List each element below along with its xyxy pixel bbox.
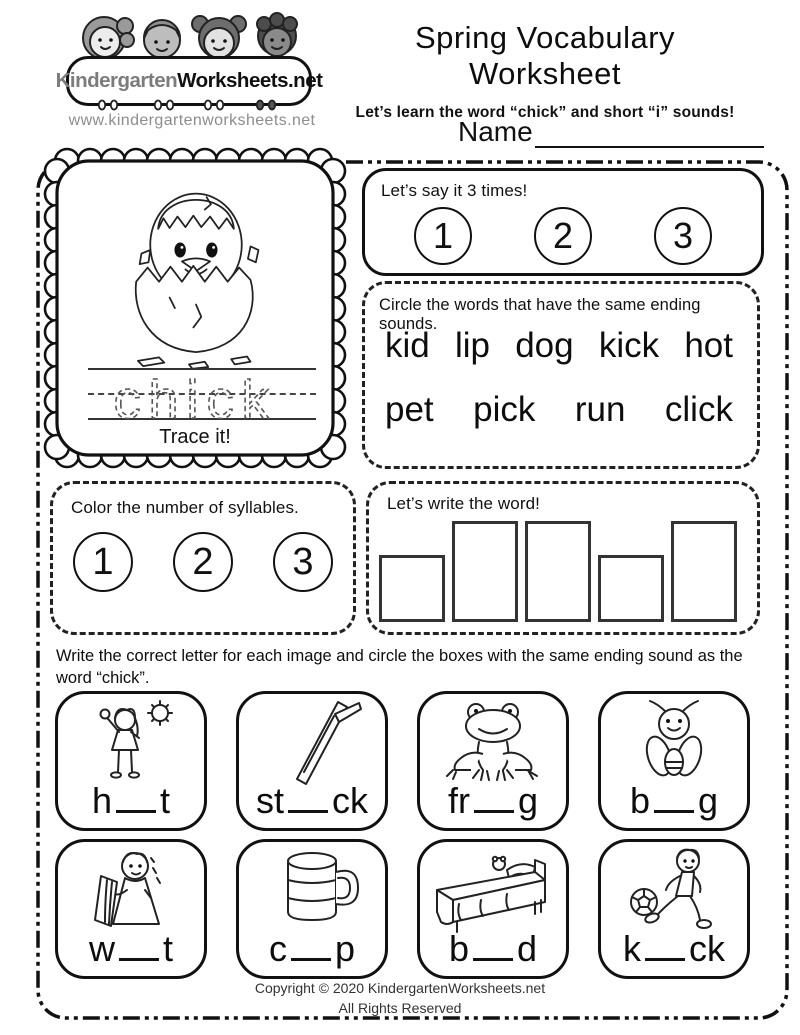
word-option-lip[interactable]: lip [454, 326, 490, 365]
letter-box[interactable] [452, 521, 518, 622]
syllables-title: Color the number of syllables. [71, 498, 299, 517]
write-letter-boxes [379, 521, 737, 622]
word-prefix: st [255, 780, 284, 821]
word-suffix: ck [689, 928, 725, 969]
card-bed[interactable] [417, 839, 569, 979]
trace-word-text: chick [113, 370, 277, 424]
syllable-circle-3[interactable] [273, 532, 333, 592]
card-word [58, 767, 204, 822]
word-suffix: ck [332, 780, 368, 821]
letter-blank[interactable] [288, 767, 328, 813]
word-suffix: t [162, 928, 173, 969]
word-prefix: c [268, 928, 287, 969]
say-count-circles [365, 207, 761, 265]
say-circle-3[interactable] [654, 207, 712, 265]
letter-blank[interactable] [291, 915, 331, 961]
say-circle-1[interactable] [414, 207, 472, 265]
name-label: Name [458, 116, 533, 147]
letter-blank[interactable] [474, 767, 514, 813]
copyright-footer [0, 978, 800, 1019]
syllable-circle-2[interactable] [173, 532, 233, 592]
card-word [420, 767, 566, 822]
trace-activity-box [40, 146, 350, 472]
syllable-number-1: 1 [92, 540, 114, 583]
card-wet[interactable] [55, 839, 207, 979]
word-option-pet[interactable]: pet [385, 390, 434, 429]
word-suffix: g [698, 780, 719, 821]
card-word [239, 915, 385, 970]
word-prefix: fr [447, 780, 470, 821]
syllable-number-2: 2 [192, 540, 214, 583]
word-suffix: p [334, 928, 356, 969]
letter-blank[interactable] [116, 767, 156, 813]
word-option-pick[interactable]: pick [473, 390, 536, 429]
syllable-circle-1[interactable] [73, 532, 133, 592]
write-word-box [366, 481, 760, 635]
page-title: Spring Vocabulary Worksheet [414, 20, 676, 91]
card-word [420, 915, 566, 970]
page-subtitle: Let’s learn the word “chick” and short “i” sounds! [355, 104, 735, 121]
word-row-2 [385, 390, 733, 430]
card-word [601, 767, 747, 822]
letter-box[interactable] [525, 521, 591, 622]
word-prefix: h [91, 780, 112, 821]
card-word [601, 915, 747, 970]
word-prefix: b [448, 928, 469, 969]
word-option-dog[interactable]: dog [515, 326, 574, 365]
word-suffix: d [517, 928, 538, 969]
word-row-1 [385, 326, 733, 366]
word-option-click[interactable]: click [664, 390, 733, 429]
letter-box[interactable] [671, 521, 737, 622]
bottom-instruction: Write the correct letter for each image and circle the boxes with the same ending sound as the word “chick”. [56, 647, 743, 688]
card-cup[interactable] [236, 839, 388, 979]
circle-words-box [362, 281, 760, 469]
letter-blank[interactable] [119, 915, 159, 961]
trace-word-area[interactable] [70, 344, 320, 424]
card-word [239, 767, 385, 822]
word-suffix: t [160, 780, 171, 821]
say-box-title: Let’s say it 3 times! [381, 181, 528, 200]
logo-brand-part1: Kindergarten [55, 69, 178, 92]
word-option-hot[interactable]: hot [684, 326, 733, 365]
card-stick[interactable] [236, 691, 388, 831]
card-frog[interactable] [417, 691, 569, 831]
word-option-kid[interactable]: kid [385, 326, 430, 365]
say-number-1: 1 [432, 215, 454, 256]
syllable-circles [53, 532, 353, 592]
card-hot[interactable] [55, 691, 207, 831]
copyright-line: Copyright © 2020 KindergartenWorksheets.net [254, 980, 546, 996]
letter-blank[interactable] [654, 767, 694, 813]
letter-box[interactable] [379, 555, 445, 622]
word-suffix: g [517, 780, 539, 821]
word-option-kick[interactable]: kick [598, 326, 660, 365]
letter-box[interactable] [598, 555, 664, 622]
circle-box-title: Circle the words that have the same ending sounds. [379, 296, 701, 333]
card-word [58, 915, 204, 970]
word-prefix: b [629, 780, 650, 821]
card-kick[interactable] [598, 839, 750, 979]
word-prefix: k [623, 928, 641, 969]
say-activity-box [362, 168, 764, 276]
syllable-number-3: 3 [292, 540, 314, 583]
website-link[interactable]: www.kindergartenworksheets.net [68, 112, 316, 129]
say-circle-2[interactable] [534, 207, 592, 265]
logo-brand-part2: Worksheets.net [177, 69, 323, 92]
say-number-2: 2 [552, 215, 574, 256]
word-option-run[interactable]: run [574, 390, 626, 429]
card-bug[interactable] [598, 691, 750, 831]
word-prefix: w [88, 928, 115, 969]
syllables-box [50, 481, 356, 635]
trace-caption: Trace it! [159, 426, 231, 448]
write-box-title: Let’s write the word! [387, 494, 540, 513]
letter-blank[interactable] [473, 915, 513, 961]
chick-hatching-image [108, 174, 284, 370]
say-number-3: 3 [672, 215, 694, 256]
rights-line: All Rights Reserved [338, 1000, 462, 1017]
letter-blank[interactable] [645, 915, 685, 961]
picture-cards-grid [55, 691, 752, 979]
